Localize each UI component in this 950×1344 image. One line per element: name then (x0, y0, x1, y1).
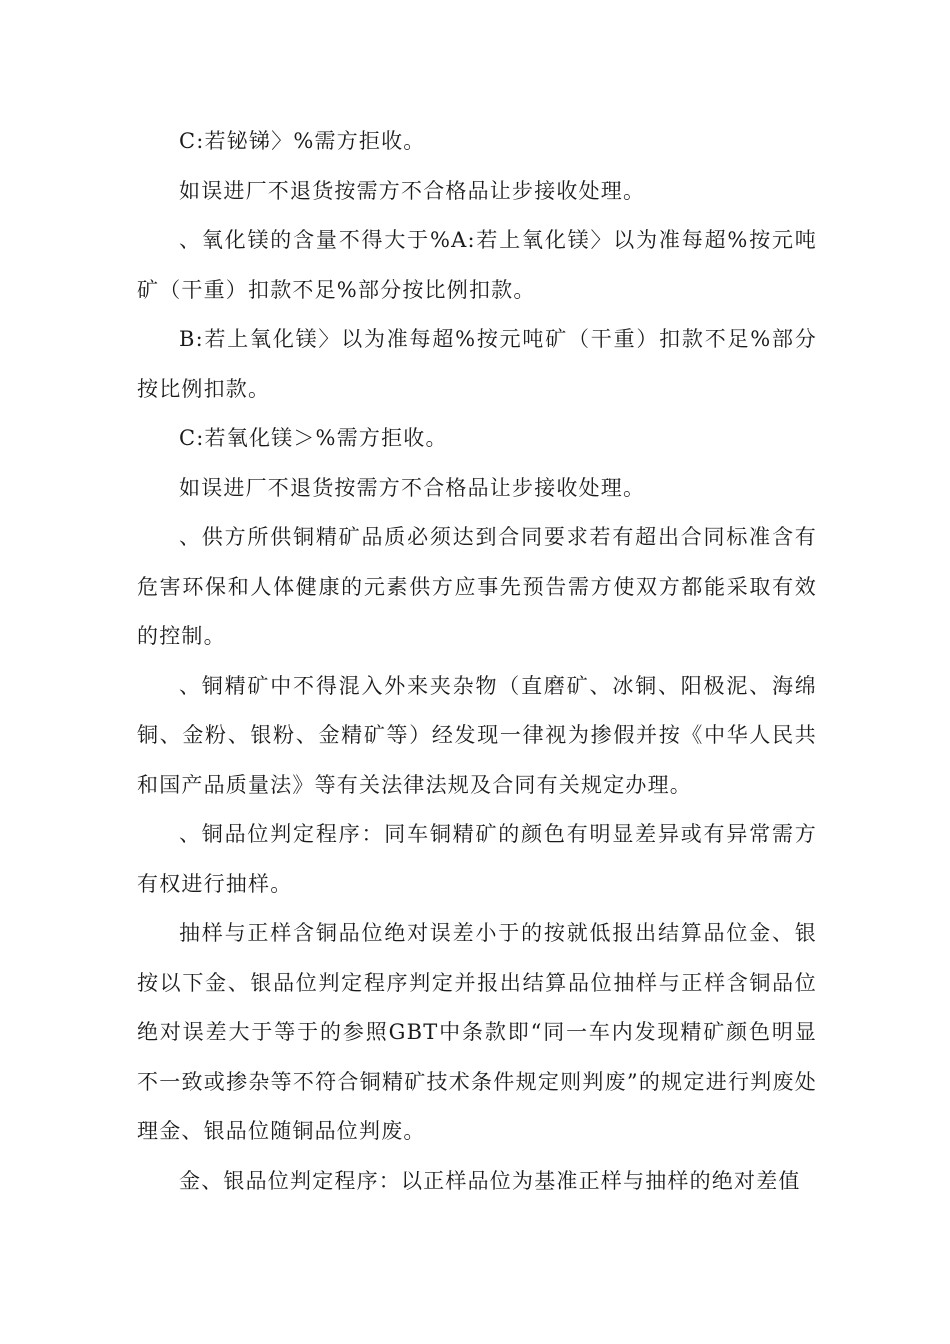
paragraph-4: B:若上氧化镁〉以为准每超%按元吨矿（干重）扣款不足%部分按比例扣款。 (137, 327, 817, 401)
paragraph-6: 如误进厂不退货按需方不合格品让步接收处理。 (179, 475, 646, 500)
paragraph-5: C:若氧化镁＞%需方拒收。 (179, 426, 448, 450)
paragraph-1: C:若铋锑〉%需方拒收。 (179, 129, 426, 153)
paragraph-2: 如误进厂不退货按需方不合格品让步接收处理。 (179, 178, 646, 203)
paragraph-8: 、铜精矿中不得混入外来夹杂物（直磨矿、冰铜、阳极泥、海绵铜、金粉、银粉、金精矿等）经发现一律视为掺假并按《中华人民共和国产品质量法》等有关法律法规及合同有关规定办理。 (137, 673, 817, 797)
paragraph-10: 抽样与正样含铜品位绝对误差小于的按就低报出结算品位金、银按以下金、银品位判定程序判定并报出结算品位抽样与正样含铜品位绝对误差大于等于的参照GBT中条款即“同一车内发现精矿颜色明显不一致或掺杂等不符合铜精矿技术条件规定则判废”的规定进行判废处理金、银品位随铜品位判废。 (137, 921, 817, 1143)
paragraph-7: 、供方所供铜精矿品质必须达到合同要求若有超出合同标准含有危害环保和人体健康的元素供方应事先预告需方使双方都能采取有效的控制。 (137, 525, 817, 648)
document-body (137, 117, 817, 1206)
paragraph-11: 金、银品位判定程序：以正样品位为基准正样与抽样的绝对差值 (179, 1168, 801, 1193)
paragraph-3: 、氧化镁的含量不得大于%A:若上氧化镁〉以为准每超%按元吨矿（干重）扣款不足%部分按比例扣款。 (137, 228, 817, 302)
paragraph-9: 、铜品位判定程序：同车铜精矿的颜色有明显差异或有异常需方有权进行抽样。 (137, 822, 817, 896)
